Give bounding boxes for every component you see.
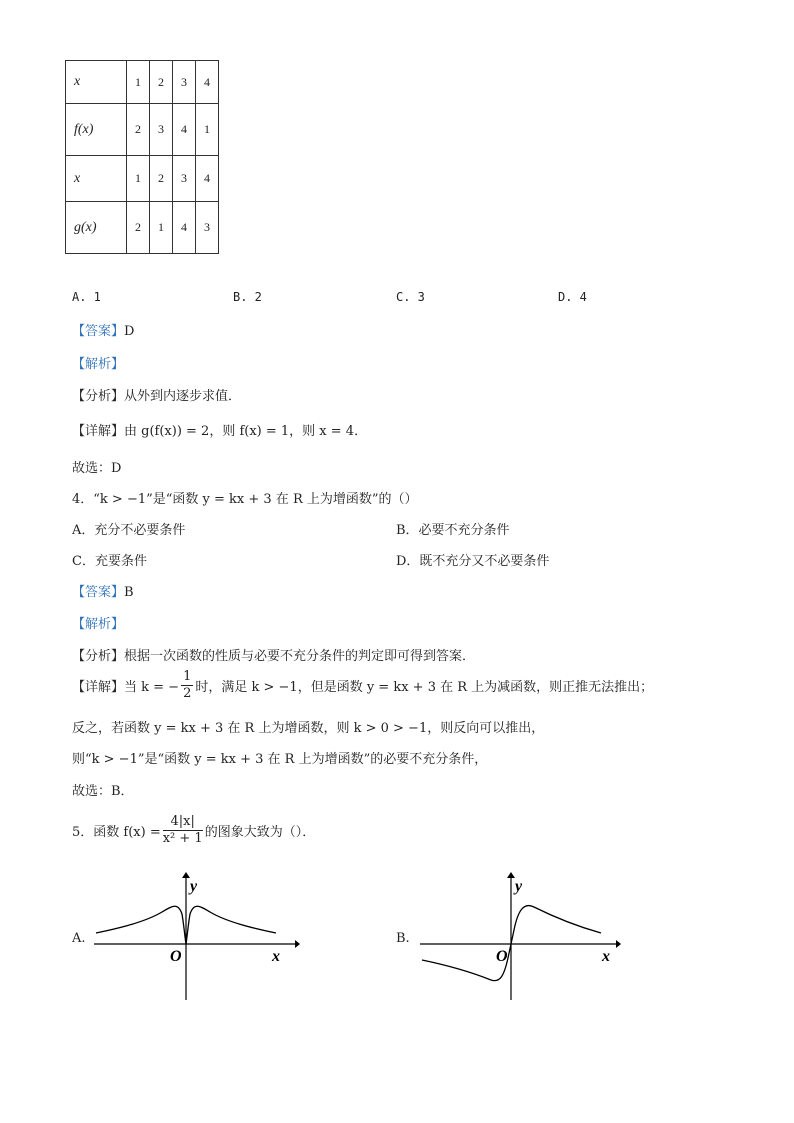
stem-post: 的图象大致为（）． [204,825,316,840]
table-cell: 2 [127,202,150,254]
x-label: x [602,948,610,965]
q4-option-d: D．既不充分又不必要条件 [396,554,550,569]
answer-tag: 【答案】 [72,324,125,339]
table-cell: 4 [173,104,196,156]
option-c: C. 3 [396,290,425,304]
table-cell: 3 [150,104,173,156]
option-b: B. 2 [233,290,262,304]
q4-fenxi-line [72,645,475,664]
choice-line: 故选：D [72,461,122,476]
fenxi-tag: 【分析】 [72,389,125,404]
row-label: f(x) [66,104,127,156]
option-a: A. 1 [72,290,101,304]
fraction-denominator: 2 [183,686,192,701]
q4-detail-line [72,669,653,702]
stem-pre: 5．函数 f(x) = [72,825,161,840]
row-label: g(x) [66,202,127,254]
row-label: x [66,61,127,104]
question-4-stem: 4．“k > −1”是“函数 y = kx + 3 在 R 上为增函数”的（） [72,492,418,507]
table-cell: 2 [127,104,150,156]
question-5-stem [72,814,315,847]
detail-text: 由 g(f(x)) = 2，则 f(x) = 1，则 x = 4． [124,424,368,439]
q4-option-c: C．充要条件 [72,554,147,569]
y-label: y [515,878,523,895]
fraction-numerator: 1 [183,669,192,684]
table-row [66,156,219,202]
graph-a-label: A. [72,931,86,946]
detail-tag: 【详解】 [72,680,125,695]
table-cell: 1 [127,156,150,202]
value-table [65,60,219,254]
table-cell: 1 [196,104,219,156]
origin-label: O [170,948,182,965]
table-row [66,202,219,254]
table-cell: 2 [150,61,173,104]
detail-line [72,420,367,439]
y-arrow-icon [182,872,190,878]
graph-b [416,870,626,1005]
answer-line [72,320,134,339]
table-cell: 1 [127,61,150,104]
table-cell: 3 [173,156,196,202]
half-fraction [181,669,193,702]
table-cell: 4 [196,61,219,104]
detail-tag: 【详解】 [72,424,125,439]
detail-post: 时，满足 k > −1，但是函数 y = kx + 3 在 R 上为减函数，则正推无法推出； [195,680,654,695]
row-label: x [66,156,127,202]
fenxi-line [72,385,241,404]
table-cell: 3 [196,202,219,254]
table-cell: 1 [150,202,173,254]
answer-tag: 【答案】 [72,585,125,600]
analysis-tag: 【解析】 [72,357,125,372]
answer-value: B [124,585,134,600]
fenxi-text: 根据一次函数的性质与必要不充分条件的判定即可得到答案． [124,649,476,664]
function-fraction [163,814,203,847]
q4-answer-line [72,581,134,600]
graph-b-label: B. [396,931,410,946]
y-label: y [190,878,198,895]
table-row [66,61,219,104]
y-arrow-icon [507,872,515,878]
x-arrow-icon [295,940,300,948]
graph-a [90,870,300,1005]
detail-pre: 当 k = − [124,680,180,695]
q4-choice-line: 故选：B． [72,784,134,799]
q4-line-2: 反之，若函数 y = kx + 3 在 R 上为增函数，则 k > 0 > −1，则反向可以推出， [72,721,545,736]
table-cell: 2 [150,156,173,202]
table-cell: 4 [173,202,196,254]
option-d: D. 4 [558,290,587,304]
fenxi-tag: 【分析】 [72,649,125,664]
table-row [66,104,219,156]
q4-option-a: A．充分不必要条件 [72,523,186,538]
q4-line-3: 则“k > −1”是“函数 y = kx + 3 在 R 上为增函数”的必要不充分条件， [72,752,488,767]
q4-option-b: B．必要不充分条件 [396,523,510,538]
table-cell: 4 [196,156,219,202]
fenxi-text: 从外到内逐步求值． [124,389,242,404]
answer-value: D [124,324,135,339]
x-label: x [272,948,280,965]
table-cell: 3 [173,61,196,104]
origin-label: O [496,948,508,965]
fraction-denominator: x² + 1 [162,831,203,846]
q4-analysis-tag: 【解析】 [72,617,125,632]
fraction-numerator: 4|x| [163,814,203,831]
x-arrow-icon [616,940,621,948]
